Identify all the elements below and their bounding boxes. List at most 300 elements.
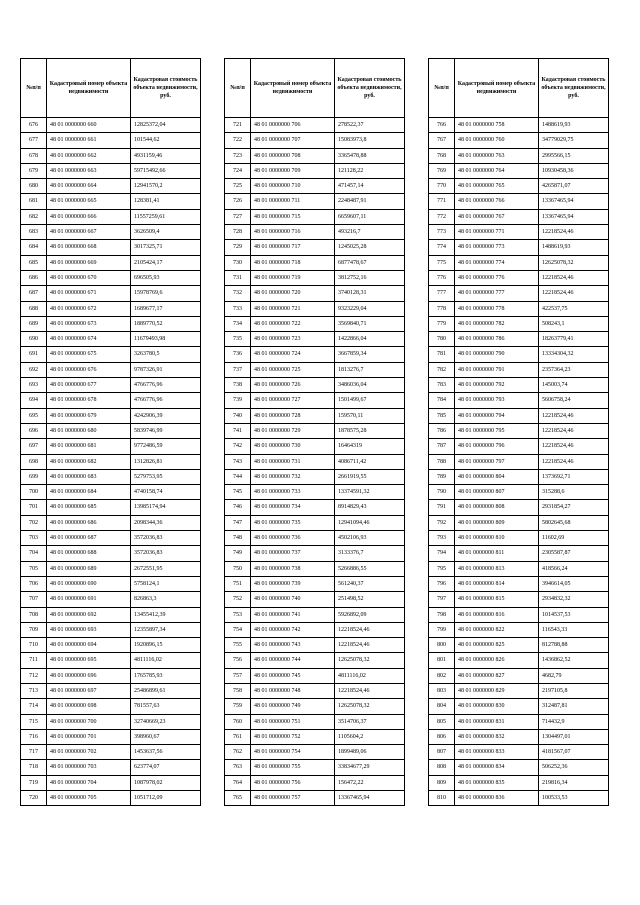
cadastral-value: 1920896,15 (131, 638, 201, 653)
table-row (21, 332, 201, 347)
cadastral-number: 48 01 0000000 813 (455, 561, 539, 576)
cadastral-value: 826863,3 (131, 592, 201, 607)
cadastral-value: 1373692,71 (539, 469, 609, 484)
table-row (225, 408, 405, 423)
table-row (21, 270, 201, 285)
table-row (225, 699, 405, 714)
cadastral-number: 48 01 0000000 675 (47, 347, 131, 362)
cadastral-value: 714432,9 (539, 714, 609, 729)
table-row (225, 714, 405, 729)
row-number: 692 (21, 362, 47, 377)
row-number: 765 (225, 791, 251, 806)
cadastral-number: 48 01 0000000 743 (251, 638, 335, 653)
cadastral-number: 48 01 0000000 744 (251, 653, 335, 668)
row-number: 774 (429, 240, 455, 255)
table-row (225, 133, 405, 148)
cadastral-value: 4811116,02 (131, 653, 201, 668)
cadastral-number: 48 01 0000000 815 (455, 592, 539, 607)
table-row (429, 745, 609, 760)
cadastral-number: 48 01 0000000 825 (455, 638, 539, 653)
table-row (429, 163, 609, 178)
cadastral-value: 3572036,83 (131, 531, 201, 546)
cadastral-value: 781557,63 (131, 699, 201, 714)
cadastral-value: 2661919,55 (335, 469, 405, 484)
table-row (225, 791, 405, 806)
row-number: 703 (21, 531, 47, 546)
cadastral-value: 12218524,46 (539, 225, 609, 240)
cadastral-number: 48 01 0000000 809 (455, 515, 539, 530)
cadastral-number: 48 01 0000000 700 (47, 714, 131, 729)
table-row (225, 729, 405, 744)
row-number: 717 (21, 745, 47, 760)
table-row (21, 531, 201, 546)
row-number: 802 (429, 668, 455, 683)
cadastral-number: 48 01 0000000 797 (455, 454, 539, 469)
table-row (21, 668, 201, 683)
cadastral-number: 48 01 0000000 698 (47, 699, 131, 714)
row-number: 799 (429, 622, 455, 637)
row-number: 693 (21, 378, 47, 393)
row-number: 804 (429, 699, 455, 714)
row-number: 789 (429, 469, 455, 484)
cadastral-value: 2248487,91 (335, 194, 405, 209)
row-number: 737 (225, 362, 251, 377)
table-row (429, 454, 609, 469)
cadastral-value: 13985174,94 (131, 500, 201, 515)
cadastral-number: 48 01 0000000 671 (47, 286, 131, 301)
cadastral-value: 145003,74 (539, 378, 609, 393)
cadastral-value: 3569840,71 (335, 316, 405, 331)
table-row (21, 714, 201, 729)
row-number: 705 (21, 561, 47, 576)
cadastral-value: 1488619,93 (539, 240, 609, 255)
table-row (429, 148, 609, 163)
row-number: 780 (429, 332, 455, 347)
cadastral-number: 48 01 0000000 668 (47, 240, 131, 255)
cadastral-number: 48 01 0000000 667 (47, 225, 131, 240)
row-number: 800 (429, 638, 455, 653)
cadastral-value: 12825372,04 (131, 118, 201, 133)
table-row (21, 240, 201, 255)
row-number: 698 (21, 454, 47, 469)
cadastral-value: 33834677,29 (335, 760, 405, 775)
table-header-row (21, 59, 201, 118)
cadastral-value: 5266886,55 (335, 561, 405, 576)
table-row (225, 653, 405, 668)
cadastral-value: 13334304,32 (539, 347, 609, 362)
cadastral-number: 48 01 0000000 757 (251, 791, 335, 806)
table-row (225, 546, 405, 561)
row-number: 695 (21, 408, 47, 423)
row-number: 794 (429, 546, 455, 561)
row-number: 753 (225, 607, 251, 622)
table-row (225, 638, 405, 653)
cadastral-value: 1014537,53 (539, 607, 609, 622)
cadastral-value: 1051712,09 (131, 791, 201, 806)
cadastral-number: 48 01 0000000 662 (47, 148, 131, 163)
row-number: 723 (225, 148, 251, 163)
row-number: 688 (21, 301, 47, 316)
row-number: 769 (429, 163, 455, 178)
row-number: 683 (21, 225, 47, 240)
row-number: 777 (429, 286, 455, 301)
cadastral-table-2 (224, 58, 405, 806)
cadastral-value: 128381,41 (131, 194, 201, 209)
cadastral-number: 48 01 0000000 704 (47, 775, 131, 790)
row-number: 779 (429, 316, 455, 331)
cadastral-value: 5758124,1 (131, 576, 201, 591)
table-row (429, 316, 609, 331)
cadastral-number: 48 01 0000000 672 (47, 301, 131, 316)
cadastral-number: 48 01 0000000 686 (47, 515, 131, 530)
table-row (429, 714, 609, 729)
row-number: 764 (225, 775, 251, 790)
row-number: 709 (21, 622, 47, 637)
table-row (429, 699, 609, 714)
header-num: №п/п (225, 59, 251, 118)
table-row (225, 576, 405, 591)
table-row (21, 225, 201, 240)
table-row (429, 133, 609, 148)
cadastral-number: 48 01 0000000 810 (455, 531, 539, 546)
table-row (225, 240, 405, 255)
table-row (429, 347, 609, 362)
cadastral-value: 3263780,5 (131, 347, 201, 362)
cadastral-value: 1312826,81 (131, 454, 201, 469)
cadastral-number: 48 01 0000000 792 (455, 378, 539, 393)
cadastral-number: 48 01 0000000 804 (455, 469, 539, 484)
cadastral-number: 48 01 0000000 681 (47, 439, 131, 454)
cadastral-value: 3133376,7 (335, 546, 405, 561)
row-number: 767 (429, 133, 455, 148)
header-cadastral-number: Кадастровый номер объекта недвижимости (455, 59, 539, 118)
table-row (225, 393, 405, 408)
row-number: 696 (21, 423, 47, 438)
row-number: 776 (429, 270, 455, 285)
cadastral-number: 48 01 0000000 786 (455, 332, 539, 347)
cadastral-value: 34779029,75 (539, 133, 609, 148)
cadastral-value: 59715492,66 (131, 163, 201, 178)
cadastral-number: 48 01 0000000 692 (47, 607, 131, 622)
cadastral-number: 48 01 0000000 835 (455, 775, 539, 790)
cadastral-number: 48 01 0000000 726 (251, 378, 335, 393)
table-row (21, 408, 201, 423)
row-number: 747 (225, 515, 251, 530)
cadastral-number: 48 01 0000000 745 (251, 668, 335, 683)
cadastral-value: 4766776,96 (131, 378, 201, 393)
cadastral-value: 16464319 (335, 439, 405, 454)
table-row (21, 561, 201, 576)
cadastral-value: 3740128,31 (335, 286, 405, 301)
table-row (21, 148, 201, 163)
cadastral-value: 3486036,04 (335, 378, 405, 393)
cadastral-number: 48 01 0000000 748 (251, 683, 335, 698)
cadastral-number: 48 01 0000000 715 (251, 209, 335, 224)
cadastral-value: 1878575,28 (335, 423, 405, 438)
cadastral-number: 48 01 0000000 678 (47, 393, 131, 408)
row-number: 783 (429, 378, 455, 393)
cadastral-value: 100533,53 (539, 791, 609, 806)
cadastral-number: 48 01 0000000 673 (47, 316, 131, 331)
row-number: 781 (429, 347, 455, 362)
cadastral-value: 101544,62 (131, 133, 201, 148)
cadastral-number: 48 01 0000000 791 (455, 362, 539, 377)
row-number: 677 (21, 133, 47, 148)
cadastral-number: 48 01 0000000 778 (455, 301, 539, 316)
cadastral-number: 48 01 0000000 794 (455, 408, 539, 423)
cadastral-number: 48 01 0000000 669 (47, 255, 131, 270)
cadastral-value: 3812752,16 (335, 270, 405, 285)
row-number: 766 (429, 118, 455, 133)
table-row (225, 515, 405, 530)
row-number: 772 (429, 209, 455, 224)
table-row (429, 592, 609, 607)
cadastral-value: 1453637,56 (131, 745, 201, 760)
cadastral-value: 25486899,61 (131, 683, 201, 698)
row-number: 676 (21, 118, 47, 133)
row-number: 741 (225, 423, 251, 438)
cadastral-number: 48 01 0000000 718 (251, 255, 335, 270)
cadastral-number: 48 01 0000000 689 (47, 561, 131, 576)
cadastral-number: 48 01 0000000 758 (455, 118, 539, 133)
table-row (21, 469, 201, 484)
table-row (225, 148, 405, 163)
cadastral-value: 18263779,41 (539, 332, 609, 347)
cadastral-value: 312487,81 (539, 699, 609, 714)
cadastral-value: 9772486,59 (131, 439, 201, 454)
table-row (21, 378, 201, 393)
table-row (429, 791, 609, 806)
cadastral-number: 48 01 0000000 795 (455, 423, 539, 438)
cadastral-number: 48 01 0000000 709 (251, 163, 335, 178)
table-row (21, 194, 201, 209)
row-number: 736 (225, 347, 251, 362)
cadastral-value: 1245025,28 (335, 240, 405, 255)
cadastral-table-1 (20, 58, 201, 806)
table-row (225, 775, 405, 790)
cadastral-number: 48 01 0000000 729 (251, 423, 335, 438)
cadastral-value: 812788,88 (539, 638, 609, 653)
cadastral-number: 48 01 0000000 696 (47, 668, 131, 683)
cadastral-value: 6877478,67 (335, 255, 405, 270)
row-number: 734 (225, 316, 251, 331)
cadastral-value: 422537,75 (539, 301, 609, 316)
cadastral-value: 2305587,87 (539, 546, 609, 561)
cadastral-value: 12218524,46 (335, 622, 405, 637)
cadastral-value: 623774,07 (131, 760, 201, 775)
cadastral-number: 48 01 0000000 829 (455, 683, 539, 698)
row-number: 746 (225, 500, 251, 515)
cadastral-value: 4682,79 (539, 668, 609, 683)
table-row (225, 270, 405, 285)
table-row (225, 378, 405, 393)
cadastral-value: 12625078,32 (335, 653, 405, 668)
row-number: 715 (21, 714, 47, 729)
cadastral-number: 48 01 0000000 736 (251, 531, 335, 546)
row-number: 731 (225, 270, 251, 285)
cadastral-value: 8914829,43 (335, 500, 405, 515)
row-number: 685 (21, 255, 47, 270)
table-row (429, 194, 609, 209)
table-row (225, 454, 405, 469)
table-row (225, 592, 405, 607)
row-number: 797 (429, 592, 455, 607)
table-row (429, 546, 609, 561)
table-row (225, 745, 405, 760)
table-row (21, 775, 201, 790)
row-number: 699 (21, 469, 47, 484)
cadastral-value: 418566,24 (539, 561, 609, 576)
table-row (429, 362, 609, 377)
table-row (429, 729, 609, 744)
cadastral-value: 10930458,36 (539, 163, 609, 178)
table-row (429, 270, 609, 285)
row-number: 761 (225, 729, 251, 744)
cadastral-number: 48 01 0000000 811 (455, 546, 539, 561)
table-row (225, 362, 405, 377)
cadastral-value: 3667859,34 (335, 347, 405, 362)
cadastral-value: 5802645,68 (539, 515, 609, 530)
row-number: 758 (225, 683, 251, 698)
cadastral-number: 48 01 0000000 738 (251, 561, 335, 576)
cadastral-number: 48 01 0000000 727 (251, 393, 335, 408)
row-number: 680 (21, 179, 47, 194)
cadastral-value: 12218524,46 (539, 408, 609, 423)
cadastral-value: 5279753,95 (131, 469, 201, 484)
row-number: 684 (21, 240, 47, 255)
cadastral-value: 4181567,07 (539, 745, 609, 760)
row-number: 805 (429, 714, 455, 729)
cadastral-number: 48 01 0000000 674 (47, 332, 131, 347)
cadastral-value: 1813276,7 (335, 362, 405, 377)
cadastral-value: 6659607,11 (335, 209, 405, 224)
cadastral-number: 48 01 0000000 694 (47, 638, 131, 653)
cadastral-number: 48 01 0000000 703 (47, 760, 131, 775)
row-number: 803 (429, 683, 455, 698)
cadastral-number: 48 01 0000000 720 (251, 286, 335, 301)
cadastral-value: 116543,33 (539, 622, 609, 637)
table-row (21, 683, 201, 698)
cadastral-number: 48 01 0000000 691 (47, 592, 131, 607)
cadastral-number: 48 01 0000000 733 (251, 485, 335, 500)
cadastral-number: 48 01 0000000 679 (47, 408, 131, 423)
cadastral-value: 12218524,46 (539, 454, 609, 469)
row-number: 687 (21, 286, 47, 301)
table-row (429, 607, 609, 622)
cadastral-value: 1501499,67 (335, 393, 405, 408)
cadastral-number: 48 01 0000000 731 (251, 454, 335, 469)
cadastral-number: 48 01 0000000 702 (47, 745, 131, 760)
cadastral-value: 13374591,32 (335, 485, 405, 500)
row-number: 739 (225, 393, 251, 408)
table-row (225, 500, 405, 515)
cadastral-number: 48 01 0000000 796 (455, 439, 539, 454)
table-row (225, 531, 405, 546)
row-number: 808 (429, 760, 455, 775)
cadastral-number: 48 01 0000000 680 (47, 423, 131, 438)
cadastral-value: 3572036,83 (131, 546, 201, 561)
cadastral-table-3 (428, 58, 609, 806)
table-row (225, 332, 405, 347)
row-number: 728 (225, 225, 251, 240)
cadastral-number: 48 01 0000000 830 (455, 699, 539, 714)
table-row (225, 255, 405, 270)
cadastral-value: 2995566,15 (539, 148, 609, 163)
header-cadastral-number: Кадастровый номер объекта недвижимости (251, 59, 335, 118)
table-row (429, 485, 609, 500)
cadastral-number: 48 01 0000000 676 (47, 362, 131, 377)
cadastral-value: 4811116,02 (335, 668, 405, 683)
cadastral-number: 48 01 0000000 719 (251, 270, 335, 285)
table-row (429, 469, 609, 484)
cadastral-value: 12355897,34 (131, 622, 201, 637)
cadastral-value: 11679493,98 (131, 332, 201, 347)
cadastral-value: 398960,67 (131, 729, 201, 744)
cadastral-value: 1488619,93 (539, 118, 609, 133)
table-row (429, 576, 609, 591)
cadastral-number: 48 01 0000000 706 (251, 118, 335, 133)
row-number: 798 (429, 607, 455, 622)
row-number: 795 (429, 561, 455, 576)
cadastral-value: 1765785,93 (131, 668, 201, 683)
row-number: 704 (21, 546, 47, 561)
row-number: 743 (225, 454, 251, 469)
row-number: 754 (225, 622, 251, 637)
table-row (429, 775, 609, 790)
table-row (225, 683, 405, 698)
row-number: 725 (225, 179, 251, 194)
row-number: 700 (21, 485, 47, 500)
row-number: 755 (225, 638, 251, 653)
table-row (429, 622, 609, 637)
row-number: 809 (429, 775, 455, 790)
cadastral-number: 48 01 0000000 677 (47, 378, 131, 393)
row-number: 748 (225, 531, 251, 546)
table-row (429, 408, 609, 423)
cadastral-value: 13367465,94 (539, 209, 609, 224)
table-row (225, 469, 405, 484)
cadastral-number: 48 01 0000000 771 (455, 225, 539, 240)
cadastral-number: 48 01 0000000 665 (47, 194, 131, 209)
table-row (429, 500, 609, 515)
cadastral-number: 48 01 0000000 734 (251, 500, 335, 515)
cadastral-number: 48 01 0000000 774 (455, 255, 539, 270)
cadastral-number: 48 01 0000000 826 (455, 653, 539, 668)
cadastral-number: 48 01 0000000 664 (47, 179, 131, 194)
cadastral-value: 219816,34 (539, 775, 609, 790)
table-row (21, 745, 201, 760)
cadastral-value: 12941094,46 (335, 515, 405, 530)
cadastral-number: 48 01 0000000 808 (455, 500, 539, 515)
row-number: 716 (21, 729, 47, 744)
cadastral-value: 12218524,46 (335, 683, 405, 698)
cadastral-number: 48 01 0000000 722 (251, 316, 335, 331)
table-row (21, 622, 201, 637)
cadastral-number: 48 01 0000000 687 (47, 531, 131, 546)
table-row (429, 423, 609, 438)
cadastral-number: 48 01 0000000 782 (455, 316, 539, 331)
cadastral-number: 48 01 0000000 693 (47, 622, 131, 637)
table-row (429, 286, 609, 301)
row-number: 787 (429, 439, 455, 454)
row-number: 773 (429, 225, 455, 240)
table-header-row (225, 59, 405, 118)
cadastral-number: 48 01 0000000 765 (455, 179, 539, 194)
cadastral-number: 48 01 0000000 807 (455, 485, 539, 500)
cadastral-number: 48 01 0000000 766 (455, 194, 539, 209)
cadastral-value: 12218524,46 (539, 439, 609, 454)
cadastral-number: 48 01 0000000 697 (47, 683, 131, 698)
